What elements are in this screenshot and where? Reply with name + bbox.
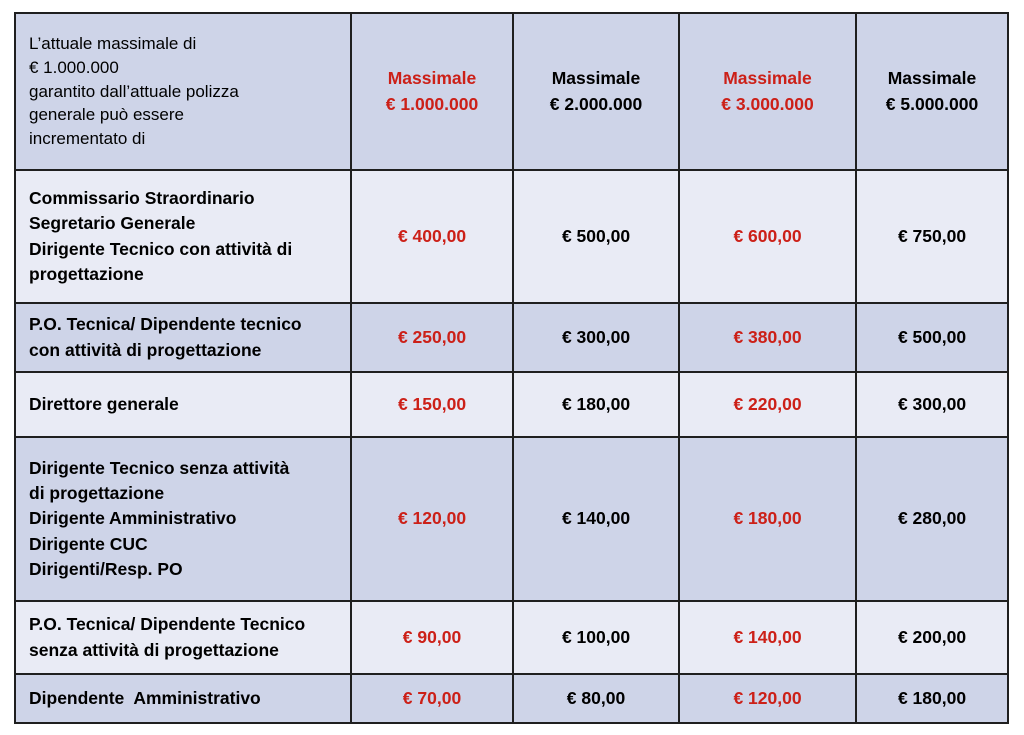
premium-value-5m: € 280,00	[856, 437, 1008, 601]
column-header-title: Massimale	[723, 68, 812, 89]
column-header-5m	[856, 13, 1008, 170]
premium-value-2m: € 500,00	[513, 170, 679, 303]
column-header-amount: € 5.000.000	[885, 93, 979, 114]
column-header-amount: € 1.000.000	[385, 93, 479, 114]
premium-value-5m: € 500,00	[856, 303, 1008, 372]
premium-value-5m: € 200,00	[856, 601, 1008, 674]
premium-table	[14, 12, 1009, 724]
premium-value-1m: € 250,00	[351, 303, 513, 372]
premium-value-3m: € 180,00	[679, 437, 856, 601]
header-label-cell	[15, 13, 351, 170]
premium-value-5m: € 750,00	[856, 170, 1008, 303]
row-label-line: progettazione	[29, 263, 144, 284]
row-label-line: Dirigenti/Resp. PO	[29, 559, 183, 580]
column-header-amount: € 3.000.000	[721, 93, 814, 114]
column-header-title: Massimale	[551, 68, 641, 89]
row-label-line: Dirigente CUC	[29, 533, 148, 554]
row-label-cell	[15, 601, 351, 674]
table-row	[15, 303, 1008, 372]
row-label-cell	[15, 170, 351, 303]
row-label-line: P.O. Tecnica/ Dipendente Tecnico	[29, 614, 306, 635]
premium-value-1m: € 150,00	[351, 372, 513, 437]
row-label-line: senza attività di progettazione	[29, 639, 279, 660]
column-header-title: Massimale	[387, 68, 477, 89]
premium-value-1m: € 90,00	[351, 601, 513, 674]
row-label-line: Dirigente Amministrativo	[29, 508, 237, 529]
table-row	[15, 674, 1008, 723]
row-label-line: Segretario Generale	[29, 213, 196, 234]
premium-value-2m: € 180,00	[513, 372, 679, 437]
column-header-amount: € 2.000.000	[549, 93, 643, 114]
premium-value-1m: € 70,00	[351, 674, 513, 723]
row-label-line: con attività di progettazione	[29, 339, 262, 360]
table-row	[15, 437, 1008, 601]
column-header-title: Massimale	[887, 68, 977, 89]
premium-value-1m: € 120,00	[351, 437, 513, 601]
header-row	[15, 13, 1008, 170]
premium-value-3m: € 380,00	[679, 303, 856, 372]
row-label-cell	[15, 674, 351, 723]
row-label-line: P.O. Tecnica/ Dipendente tecnico	[29, 314, 302, 335]
column-header-3m	[679, 13, 856, 170]
premium-value-2m: € 100,00	[513, 601, 679, 674]
premium-value-3m: € 140,00	[679, 601, 856, 674]
row-label-line: Dirigente Tecnico con attività di	[29, 238, 293, 259]
header-label-line: L’attuale massimale di	[29, 34, 197, 53]
premium-value-2m: € 140,00	[513, 437, 679, 601]
row-label-line: Dirigente Tecnico senza attività	[29, 457, 290, 478]
row-label-line: Dipendente Amministrativo	[29, 687, 261, 708]
table-row	[15, 372, 1008, 437]
table-row	[15, 170, 1008, 303]
premium-value-3m: € 120,00	[679, 674, 856, 723]
premium-value-2m: € 80,00	[513, 674, 679, 723]
row-label-line: Commissario Straordinario	[29, 187, 255, 208]
row-label-line: di progettazione	[29, 482, 165, 503]
premium-value-5m: € 180,00	[856, 674, 1008, 723]
premium-value-1m: € 400,00	[351, 170, 513, 303]
column-header-2m	[513, 13, 679, 170]
premium-value-3m: € 600,00	[679, 170, 856, 303]
row-label-cell	[15, 437, 351, 601]
premium-value-5m: € 300,00	[856, 372, 1008, 437]
row-label-cell	[15, 372, 351, 437]
column-header-1m	[351, 13, 513, 170]
header-label-line: incrementato di	[29, 129, 146, 149]
premium-value-2m: € 300,00	[513, 303, 679, 372]
premium-value-3m: € 220,00	[679, 372, 856, 437]
header-label-line: generale può essere	[29, 105, 185, 125]
header-label-line: € 1.000.000	[29, 57, 119, 77]
header-label-line: garantito dall’attuale polizza	[29, 81, 239, 101]
table-row	[15, 601, 1008, 674]
row-label-cell	[15, 303, 351, 372]
row-label-line: Direttore generale	[29, 393, 179, 414]
